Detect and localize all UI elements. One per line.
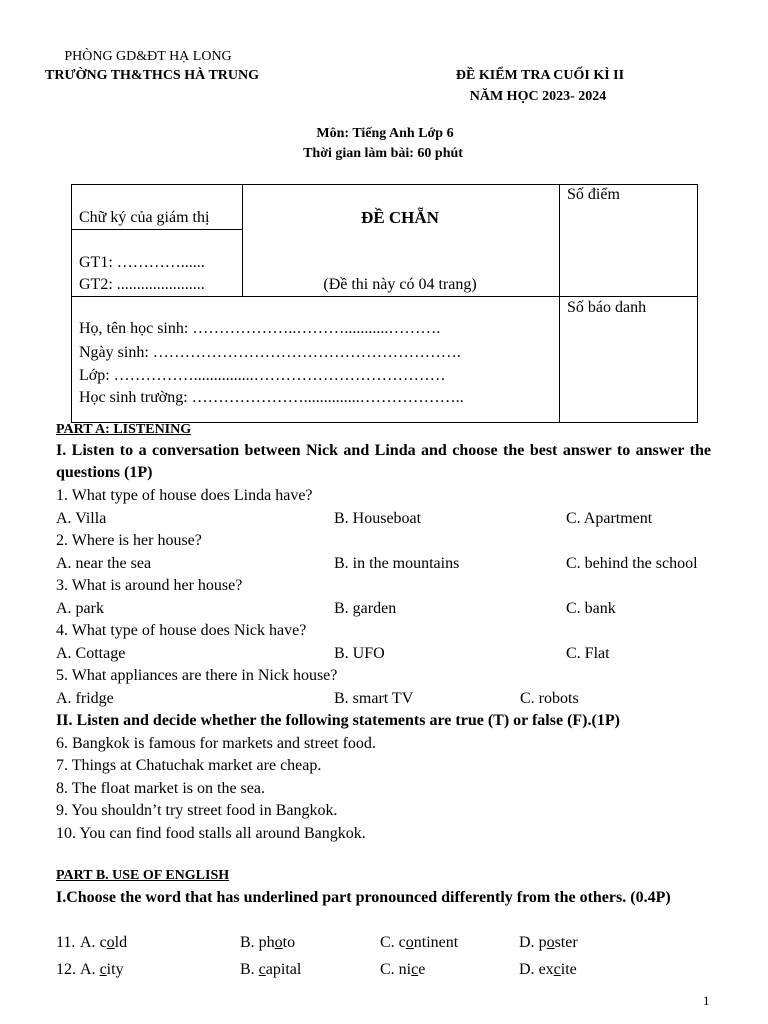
question-number: 12. bbox=[56, 961, 76, 978]
part-b-title: PART B. USE OF ENGLISH bbox=[56, 868, 230, 883]
pronunciation-option[interactable]: C. nice bbox=[380, 961, 426, 978]
pronunciation-option[interactable]: B. capital bbox=[240, 961, 302, 978]
date-of-birth-field[interactable]: Ngày sinh: …………………………………………………. bbox=[79, 344, 461, 361]
box-divider bbox=[71, 229, 242, 230]
section-1-instruction: I. Listen to a conversation between Nick and Linda and choose the best answer to answer the questions (1P) bbox=[56, 442, 711, 481]
statement-item: 8. The float market is on the sea. bbox=[56, 780, 265, 797]
question-text: 5. What appliances are there in Nick house? bbox=[56, 667, 338, 684]
question-text: 2. Where is her house? bbox=[56, 532, 202, 549]
section-2-instruction: II. Listen and decide whether the following statements are true (T) or false (F).(1P) bbox=[56, 712, 620, 729]
exam-code: ĐỀ CHẴN bbox=[361, 208, 439, 227]
pronunciation-option[interactable]: C. continent bbox=[380, 934, 459, 951]
statement-item: 6. Bangkok is famous for markets and street food. bbox=[56, 735, 376, 752]
pronunciation-option[interactable]: A. cold bbox=[80, 934, 128, 951]
answer-option[interactable]: A. near the sea bbox=[56, 555, 152, 572]
question-text: 4. What type of house does Nick have? bbox=[56, 622, 307, 639]
answer-option[interactable]: C. robots bbox=[520, 690, 579, 707]
pronunciation-option[interactable]: B. photo bbox=[240, 934, 296, 951]
student-name-field[interactable]: Họ, tên học sinh: ………………..………...........………. bbox=[79, 320, 441, 337]
question-number: 11. bbox=[56, 934, 76, 951]
pronunciation-option[interactable]: D. poster bbox=[519, 934, 578, 951]
duration-line: Thời gian làm bài: 60 phút bbox=[303, 146, 463, 161]
pronunciation-option[interactable]: D. excite bbox=[519, 961, 577, 978]
class-field[interactable]: Lớp: ……………...............……………………………… bbox=[79, 367, 446, 384]
pronunciation-option[interactable]: A. city bbox=[80, 961, 124, 978]
answer-option[interactable]: B. smart TV bbox=[334, 690, 414, 707]
subject-line: Môn: Tiếng Anh Lớp 6 bbox=[316, 126, 454, 141]
school-name: TRƯỜNG TH&THCS HÀ TRUNG bbox=[44, 68, 260, 83]
part-b-section-1-instruction: I.Choose the word that has underlined part pronounced differently from the others. (0.4P) bbox=[56, 889, 671, 906]
statement-item: 7. Things at Chatuchak market are cheap. bbox=[56, 757, 322, 774]
answer-option[interactable]: A. fridge bbox=[56, 690, 114, 707]
score-label: Số điểm bbox=[567, 186, 620, 203]
answer-option[interactable]: B. garden bbox=[334, 600, 397, 617]
question-text: 1. What type of house does Linda have? bbox=[56, 487, 313, 504]
answer-option[interactable]: A. Villa bbox=[56, 510, 107, 527]
answer-option[interactable]: A. Cottage bbox=[56, 645, 126, 662]
proctor-1-field[interactable]: GT1: …………...... bbox=[79, 254, 205, 271]
statement-item: 9. You shouldn’t try street food in Bangkok. bbox=[56, 802, 338, 819]
department-name: PHÒNG GD&ĐT HẠ LONG bbox=[64, 49, 232, 64]
page-number: 1 bbox=[703, 993, 710, 1008]
answer-option[interactable]: B. Houseboat bbox=[334, 510, 422, 527]
answer-option[interactable]: A. park bbox=[56, 600, 104, 617]
part-a-title: PART A: LISTENING bbox=[56, 422, 192, 437]
question-text: 3. What is around her house? bbox=[56, 577, 243, 594]
proctor-2-field[interactable]: GT2: ...................... bbox=[79, 276, 205, 293]
answer-option[interactable]: B. UFO bbox=[334, 645, 385, 662]
exam-title: ĐỀ KIỂM TRA CUỐI KÌ II bbox=[455, 68, 625, 83]
page-count-note: (Đề thi này có 04 trang) bbox=[323, 276, 477, 293]
box-divider bbox=[71, 296, 697, 297]
answer-option[interactable]: C. Apartment bbox=[566, 510, 653, 527]
answer-option[interactable]: C. bank bbox=[566, 600, 616, 617]
student-school-field[interactable]: Học sinh trường: …………………..............……………….. bbox=[79, 389, 464, 406]
answer-option[interactable]: C. Flat bbox=[566, 645, 610, 662]
school-year: NĂM HỌC 2023- 2024 bbox=[469, 89, 607, 104]
box-divider bbox=[242, 184, 243, 296]
proctor-signature-label: Chữ ký của giám thị bbox=[79, 209, 210, 226]
answer-option[interactable]: C. behind the school bbox=[566, 555, 698, 572]
answer-option[interactable]: B. in the mountains bbox=[334, 555, 460, 572]
statement-item: 10. You can find food stalls all around Bangkok. bbox=[56, 825, 366, 842]
box-divider bbox=[559, 184, 560, 422]
candidate-number-label: Số báo danh bbox=[567, 299, 647, 316]
